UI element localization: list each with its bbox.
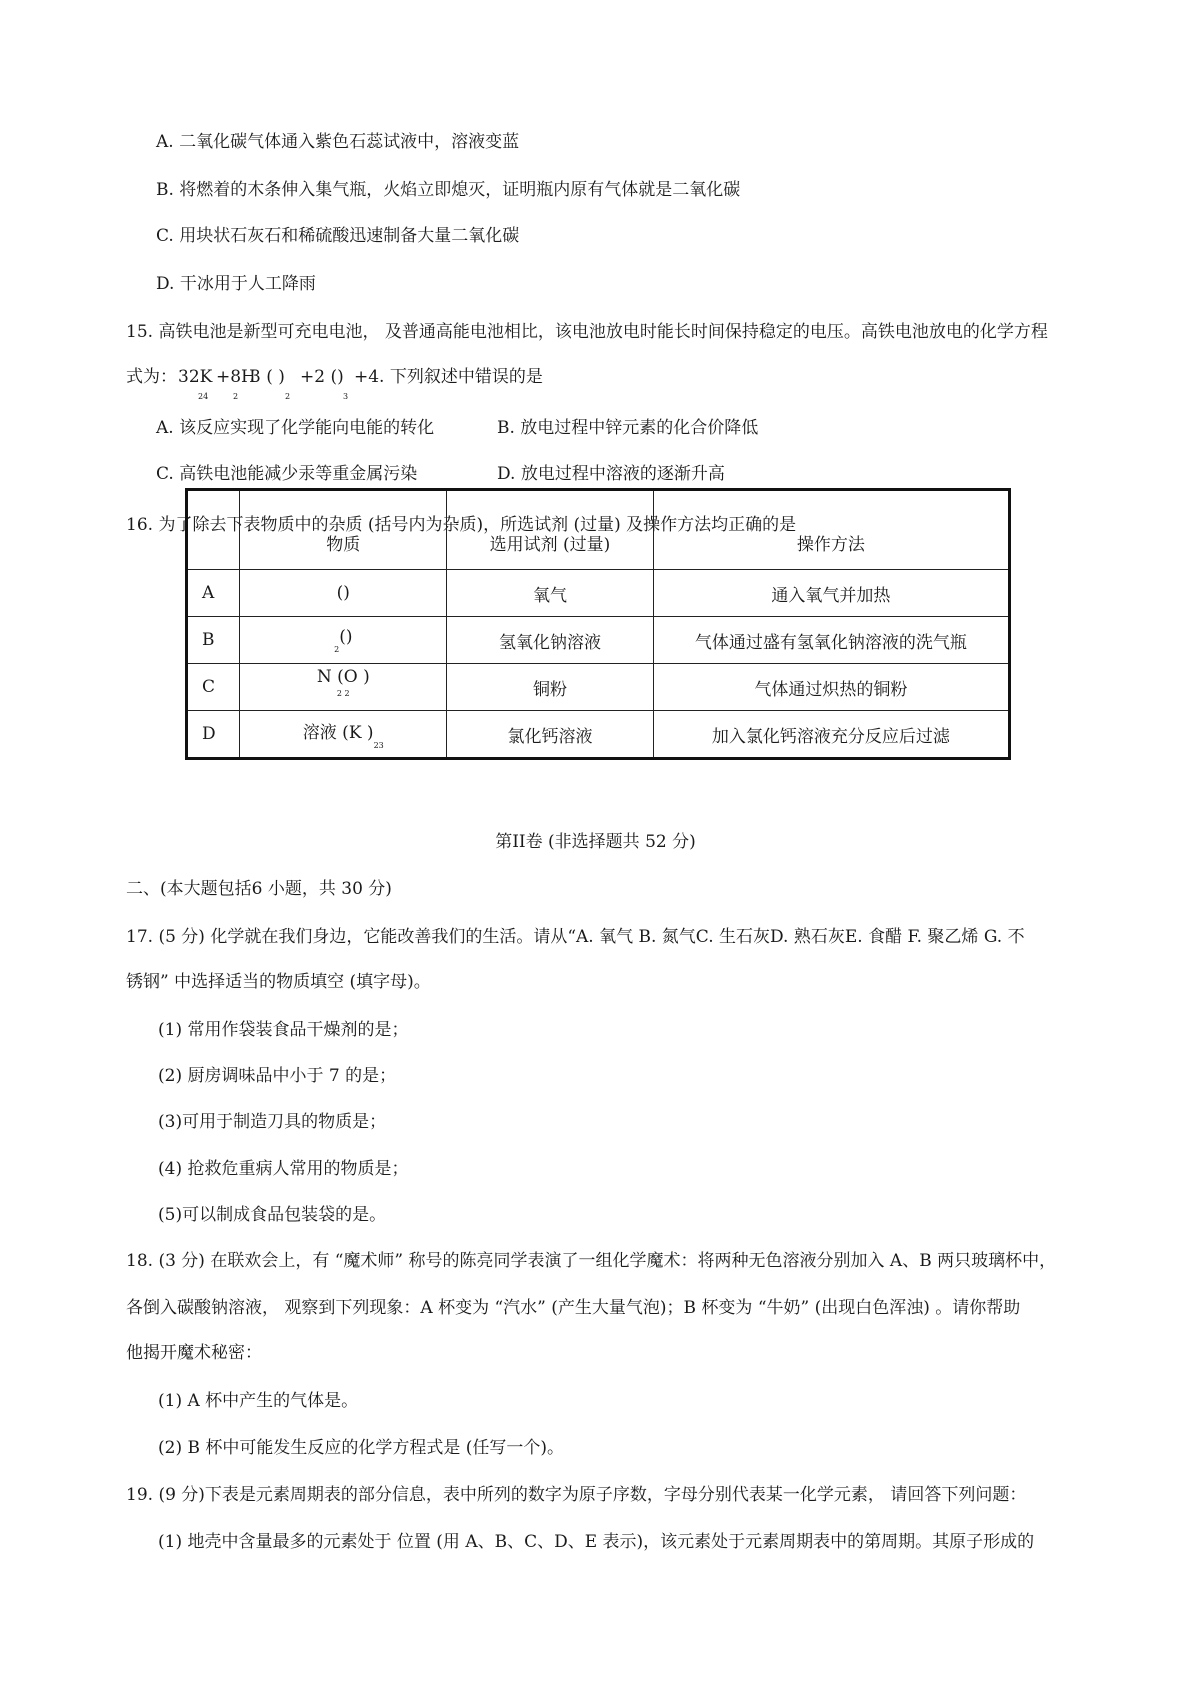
q15-option-d: D. 放电过程中溶液的逐渐升高 [497,464,725,484]
q15-eq-term2: +8H [216,367,256,387]
table-row [187,664,1010,711]
part2-title: 第II卷 (非选择题共 52 分) [495,832,696,852]
table-row [187,617,1010,664]
q17-item-5: (5)可以制成食品包装袋的是。 [158,1205,387,1225]
q15-eq-sub1: 24 [198,392,209,401]
row-label: D [187,711,240,759]
q18-item-2: (2) B 杯中可能发生反应的化学方程式是 (任写一个)。 [158,1438,565,1458]
q15-option-b: B. 放电过程中锌元素的化合价降低 [497,418,759,438]
q15-option-c: C. 高铁电池能减少汞等重金属污染 [156,464,418,484]
row-substance: () [240,570,447,617]
q15-option-a: A. 该反应实现了化学能向电能的转化 [156,418,435,438]
q18-stem-line1: 18. (3 分) 在联欢会上，有 “魔术师” 称号的陈亮同学表演了一组化学魔术：将两种无色溶液分别加入 A、B 两只玻璃杯中， [126,1251,1057,1271]
q17-item-4: (4) 抢救危重病人常用的物质是； [158,1159,409,1179]
q18-item-1: (1) A 杯中产生的气体是。 [158,1391,359,1411]
q17-item-2: (2) 厨房调味品中小于 7 的是； [158,1066,397,1086]
q18-stem-line3: 他揭开魔术秘密： [126,1343,262,1363]
row-label: C [187,664,240,711]
q16-stem: 16. 为了除去下表物质中的杂质 (括号内为杂质)，所选试剂 (过量) 及操作方法均正确的是 [126,515,797,535]
table-row [187,570,1010,617]
row-method: 气体通过盛有氢氧化钠溶液的洗气瓶 [653,617,1009,664]
row-reagent: 铜粉 [447,664,654,711]
row-substance: 溶液 (K )$_{23}$ [240,711,447,759]
table-header-label [187,490,240,570]
row-substance: N (O ) $^{2 2}$ [240,664,447,711]
q15-eq-term4: +2 () [300,367,344,387]
q14-option-a: A. 二氧化碳气体通入紫色石蕊试液中，溶液变蓝 [156,132,520,152]
q15-eq-term1: 32K [178,367,213,387]
q14-option-c: C. 用块状石灰石和稀硫酸迅速制备大量二氧化碳 [156,226,520,246]
row-method: 加入氯化钙溶液充分反应后过滤 [653,711,1009,759]
q17-item-3: (3)可用于制造刀具的物质是； [158,1112,387,1132]
table-header-method: 操作方法 [653,490,1009,570]
row-method: 气体通过炽热的铜粉 [653,664,1009,711]
table-header-substance: 物质 [240,490,447,570]
row-reagent: 氢氧化钠溶液 [447,617,654,664]
table-header-row [187,490,1010,570]
q18-stem-line2: 各倒入碳酸钠溶液， 观察到下列现象：A 杯变为 “汽水” (产生大量气泡)；B 杯变为 “牛奶” (出现白色浑浊) 。请你帮助 [126,1298,1021,1318]
impurity-table [185,488,1011,760]
q15-eq-term3: 3 ( ) [250,367,285,387]
q14-option-b: B. 将燃着的木条伸入集气瓶，火焰立即熄灭，证明瓶内原有气体就是二氧化碳 [156,180,741,200]
q15-eq-sub2: 2 [233,392,239,401]
row-label: B [187,617,240,664]
q14-option-d: D. 干冰用于人工降雨 [156,274,316,294]
row-substance: $_2$() [240,617,447,664]
q15-stem-prefix: 式为： [126,367,177,387]
row-method: 通入氧气并加热 [653,570,1009,617]
row-label: A [187,570,240,617]
row-reagent: 氯化钙溶液 [447,711,654,759]
q19-item-1: (1) 地壳中含量最多的元素处于 位置 (用 A、B、C、D、E 表示)，该元素处于元素周期表中的第周期。其原子形成的 [158,1532,1035,1552]
q17-item-1: (1) 常用作袋装食品干燥剂的是； [158,1020,409,1040]
section2-title: 二、(本大题包括6 小题，共 30 分) [126,879,392,899]
q15-eq-sub3: 2 [285,392,291,401]
q19-stem-line1: 19. (9 分)下表是元素周期表的部分信息，表中所列的数字为原子序数，字母分别代表某一化学元素， 请回答下列问题： [126,1485,1027,1505]
q15-stem-line1: 15. 高铁电池是新型可充电电池， 及普通高能电池相比，该电池放电时能长时间保持稳定的电压。高铁电池放电的化学方程 [126,322,1048,342]
q15-eq-sub4: 3 [343,392,349,401]
q17-stem-line2: 锈钢” 中选择适当的物质填空 (填字母)。 [126,972,431,992]
table-row [187,711,1010,759]
q15-eq-term5: +4. 下列叙述中错误的是 [354,367,543,387]
q17-stem-line1: 17. (5 分) 化学就在我们身边，它能改善我们的生活。请从“A. 氧气 B. 氮气C. 生石灰D. 熟石灰E. 食醋 F. 聚乙烯 G. 不 [126,927,1025,947]
row-reagent: 氧气 [447,570,654,617]
table-header-reagent: 选用试剂 (过量) [447,490,654,570]
